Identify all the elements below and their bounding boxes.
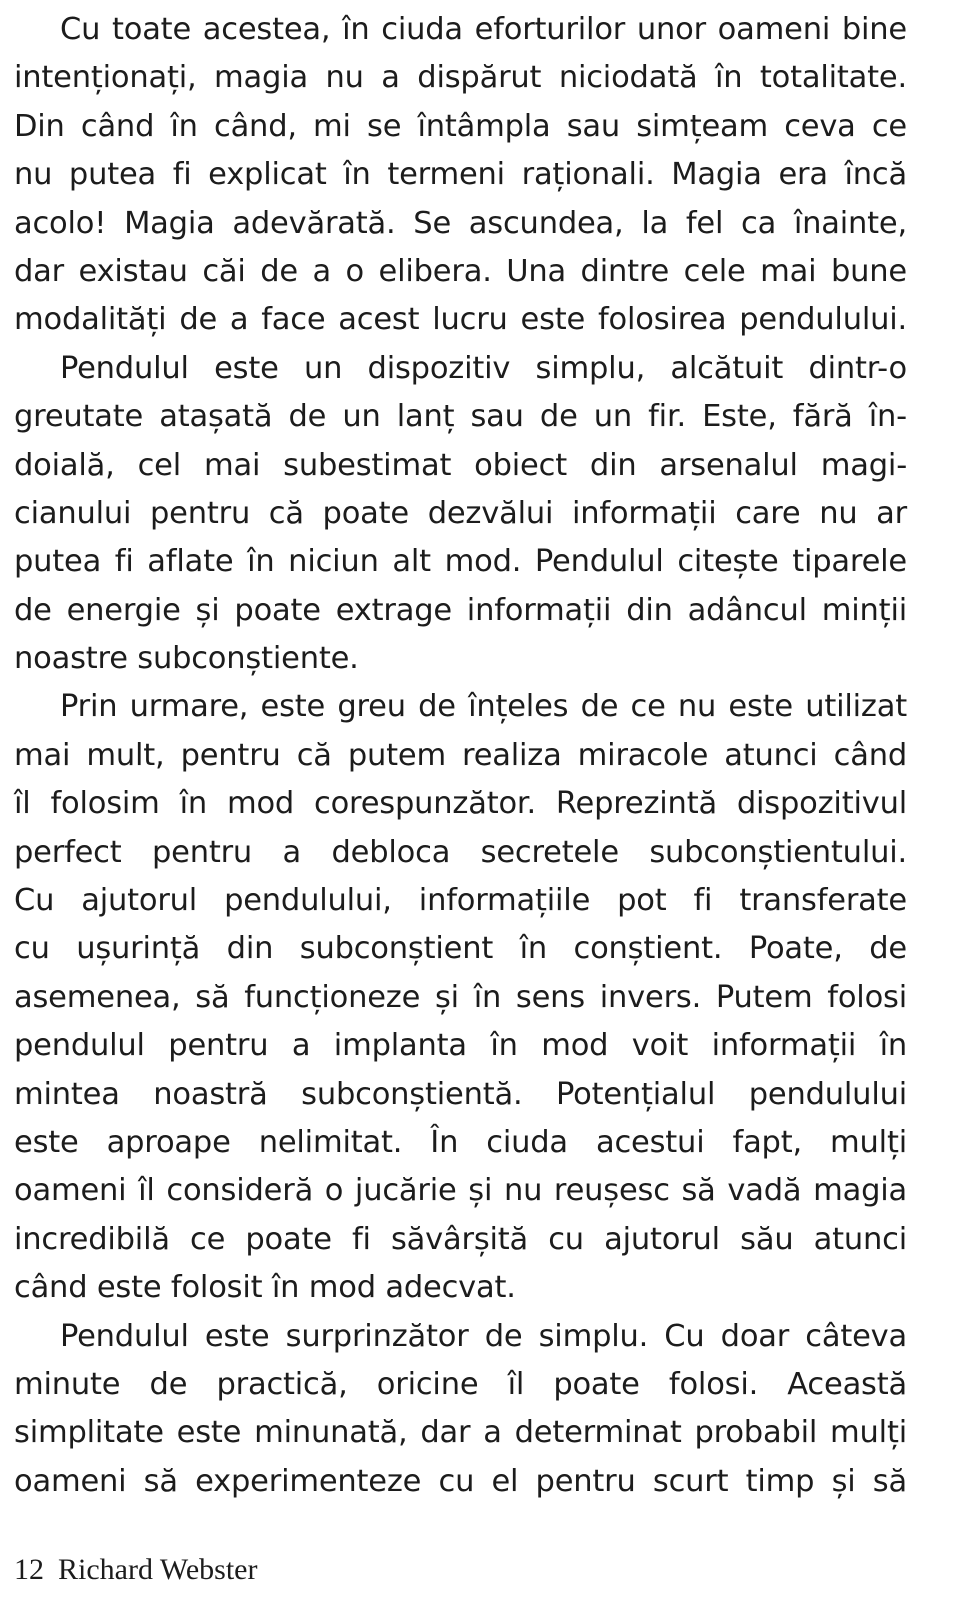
text-line: Cu toate acestea, în ciuda eforturilor unor oameni bine bbox=[60, 12, 907, 47]
paragraph-1 bbox=[14, 6, 907, 345]
paragraph-3 bbox=[14, 683, 907, 1312]
paragraph-2 bbox=[14, 345, 907, 684]
running-footer-author: Richard Webster bbox=[58, 1553, 258, 1586]
text-line: cu ușurință din subconștient în conștient. Poate, de bbox=[14, 931, 907, 967]
text-line: este aproape nelimitat. În ciuda acestui fapt, mulți bbox=[14, 1124, 907, 1160]
page-footer bbox=[14, 1552, 257, 1588]
text-line: acolo! Magia adevărată. Se ascundea, la fel ca înainte, bbox=[14, 205, 907, 241]
text-line: minute de practică, oricine îl poate folosi. Această bbox=[14, 1366, 907, 1402]
text-line: doială, cel mai subestimat obiect din arsenalul magi- bbox=[14, 447, 907, 483]
text-line: cianului pentru că poate dezvălui informații care nu ar bbox=[14, 495, 907, 531]
text-line: când este folosit în mod adecvat. bbox=[14, 1270, 516, 1306]
text-line: de energie și poate extrage informații din adâncul minții bbox=[14, 592, 907, 628]
text-line: dar existau căi de a o elibera. Una dintre cele mai bune bbox=[14, 253, 907, 289]
text-line: putea fi aflate în niciun alt mod. Pendulul citește tiparele bbox=[14, 544, 907, 580]
text-line: modalități de a face acest lucru este folosirea pendulului. bbox=[14, 302, 907, 338]
text-line: mintea noastră subconștientă. Potențialul pendulului bbox=[14, 1076, 907, 1112]
text-line: mai mult, pentru că putem realiza miracole atunci când bbox=[14, 737, 907, 773]
paragraph-4 bbox=[14, 1313, 907, 1507]
text-line: oameni să experimenteze cu el pentru scurt timp și să bbox=[14, 1463, 907, 1499]
text-line: incredibilă ce poate fi săvârșită cu ajutorul său atunci bbox=[14, 1221, 907, 1257]
text-line: oameni îl consideră o jucărie și nu reușesc să vadă magia bbox=[14, 1173, 907, 1209]
text-line: nu putea fi explicat în termeni raționali. Magia era încă bbox=[14, 157, 907, 193]
text-line: perfect pentru a debloca secretele subconștientului. bbox=[14, 834, 907, 870]
text-line: Prin urmare, este greu de înțeles de ce nu este utilizat bbox=[60, 689, 907, 725]
page-number: 12 bbox=[14, 1553, 44, 1586]
text-line: Cu ajutorul pendulului, informațiile pot fi transferate bbox=[14, 883, 907, 919]
text-line: Pendulul este un dispozitiv simplu, alcătuit dintr-o bbox=[60, 350, 907, 386]
text-line: noastre subconștiente. bbox=[14, 641, 359, 677]
text-line: asemenea, să funcționeze și în sens invers. Putem folosi bbox=[14, 979, 907, 1015]
text-line: pendulul pentru a implanta în mod voit informații în bbox=[14, 1028, 907, 1064]
text-line: intenționați, magia nu a dispărut niciodată în totalitate. bbox=[14, 60, 907, 96]
text-line: Din când în când, mi se întâmpla sau simțeam ceva ce bbox=[14, 108, 907, 144]
book-page-body bbox=[14, 6, 907, 1506]
text-line: îl folosim în mod corespunzător. Reprezintă dispozitivul bbox=[14, 786, 907, 822]
text-line: greutate atașată de un lanț sau de un fir. Este, fără în- bbox=[14, 399, 907, 435]
text-line: Pendulul este surprinzător de simplu. Cu doar câteva bbox=[60, 1318, 907, 1354]
text-line: simplitate este minunată, dar a determinat probabil mulți bbox=[14, 1415, 907, 1451]
